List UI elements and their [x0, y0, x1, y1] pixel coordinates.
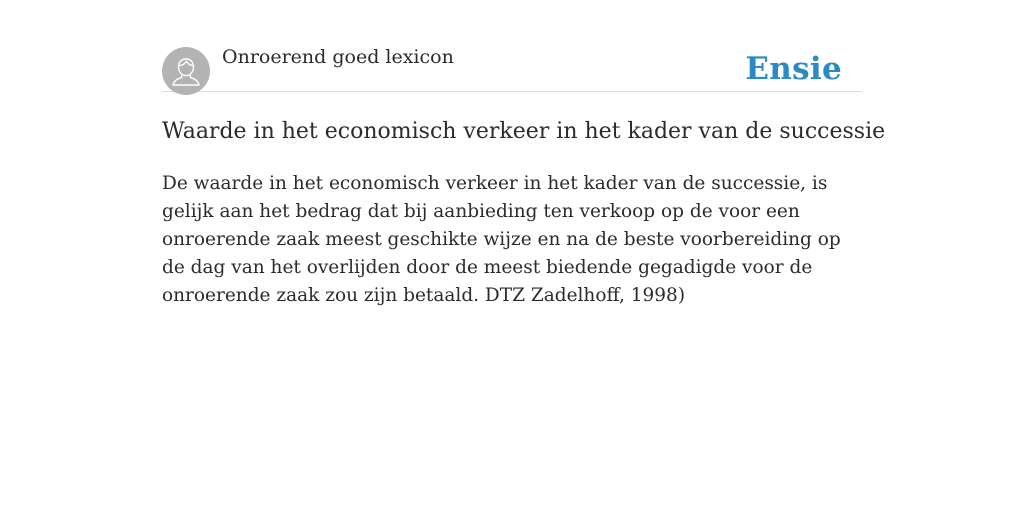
card-header — [162, 40, 862, 92]
definition-card — [162, 40, 886, 310]
brand-logo[interactable]: Ensie — [745, 51, 842, 87]
author-name[interactable]: Onroerend goed lexicon — [222, 46, 454, 68]
article-title: Waarde in het economisch verkeer in het kader van de successie — [162, 119, 886, 144]
user-outline-icon — [162, 47, 210, 95]
article-body: De waarde in het economisch verkeer in het kader van de successie, is gelijk aan het bedrag dat bij aanbieding ten verkoop op de voor een onroerende zaak meest geschikte wijze en na de beste voorbereiding op de dag van het overlijden door de meest biedende gegadigde voor de onroerende zaak zou zijn betaald. DTZ Zadelhoff, 1998) — [162, 173, 841, 306]
avatar[interactable] — [162, 47, 210, 95]
